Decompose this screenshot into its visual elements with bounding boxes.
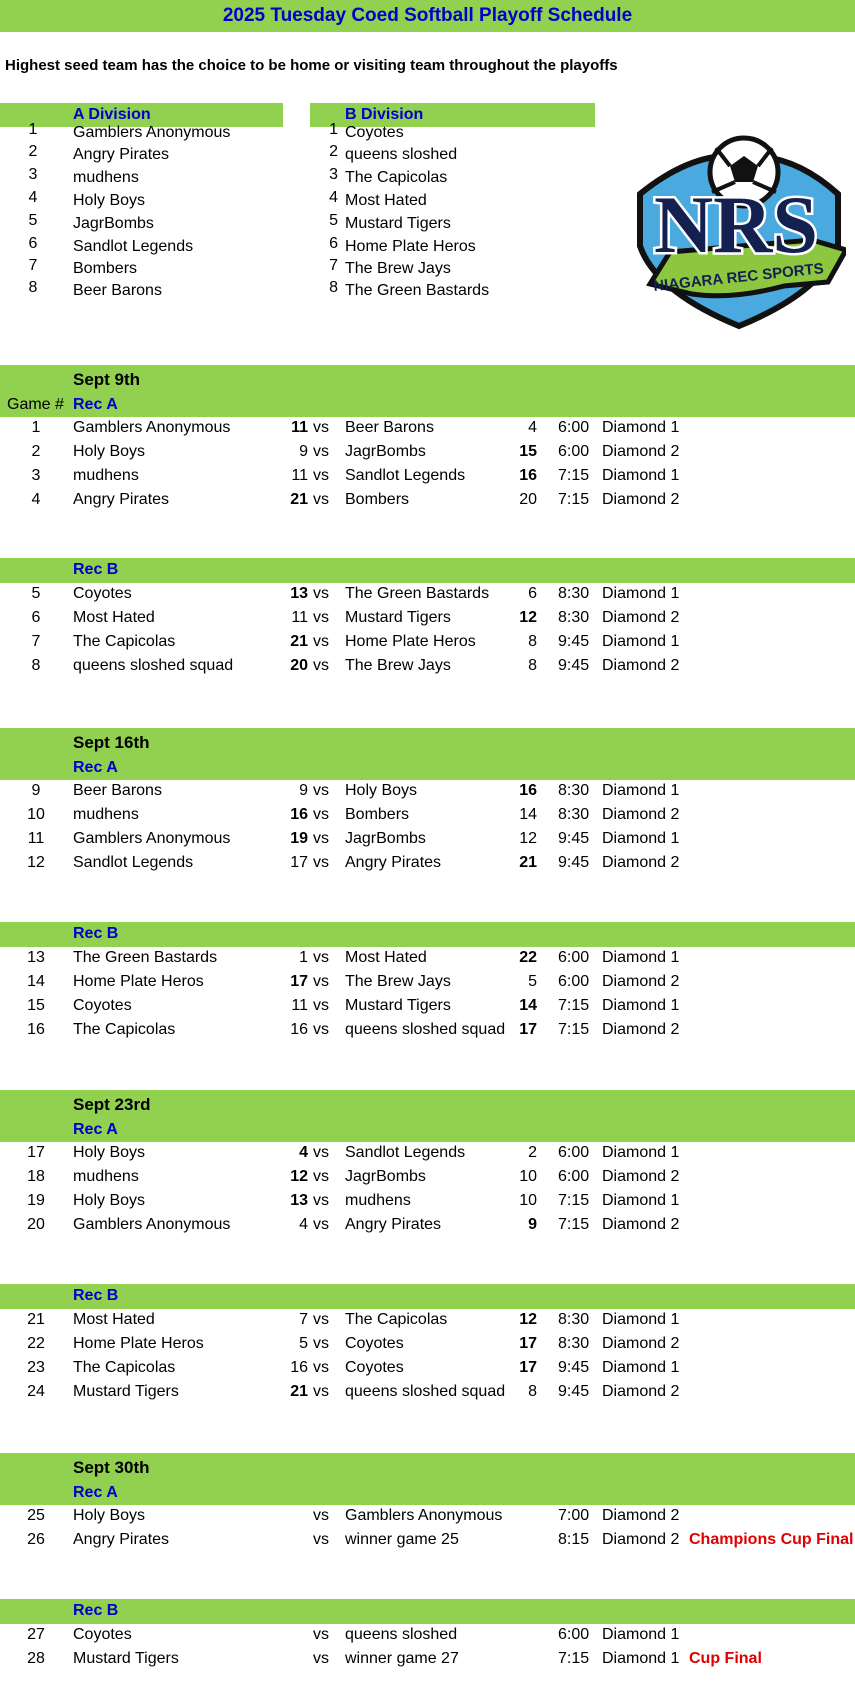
game-time: 9:45 bbox=[558, 633, 590, 650]
away-score: 21 bbox=[519, 854, 537, 871]
game-time: 7:15 bbox=[558, 1650, 590, 1667]
away-score: 2 bbox=[528, 1144, 537, 1161]
away-score: 22 bbox=[519, 949, 537, 966]
vs-label: vs bbox=[313, 806, 329, 823]
seed-number: 7 bbox=[28, 257, 38, 274]
away-team: Home Plate Heros bbox=[345, 633, 476, 650]
section-header-bar bbox=[0, 1284, 855, 1309]
vs-label: vs bbox=[313, 1168, 329, 1185]
diamond-field: Diamond 2 bbox=[602, 854, 680, 871]
seed-number: 4 bbox=[329, 189, 338, 206]
vs-label: vs bbox=[313, 657, 329, 674]
game-number: 9 bbox=[31, 782, 41, 799]
vs-label: vs bbox=[313, 1650, 329, 1667]
game-number: 27 bbox=[27, 1626, 45, 1643]
vs-label: vs bbox=[313, 997, 329, 1014]
seed-team: Holy Boys bbox=[73, 192, 146, 209]
section-label: Rec B bbox=[73, 1602, 119, 1619]
game-number: 2 bbox=[31, 443, 41, 460]
game-time: 9:45 bbox=[558, 1359, 590, 1376]
away-team: JagrBombs bbox=[345, 443, 426, 460]
diamond-field: Diamond 2 bbox=[602, 1021, 680, 1038]
week-date: Sept 16th bbox=[73, 733, 150, 752]
home-team: Holy Boys bbox=[73, 1144, 146, 1161]
home-score: 13 bbox=[290, 1192, 308, 1209]
home-team: The Capicolas bbox=[73, 1359, 176, 1376]
away-team: Coyotes bbox=[345, 1359, 404, 1376]
away-team: winner game 27 bbox=[345, 1650, 459, 1667]
section-header-bar bbox=[0, 558, 855, 583]
home-team: The Capicolas bbox=[73, 633, 176, 650]
home-score: 17 bbox=[290, 973, 308, 990]
home-team: Most Hated bbox=[73, 1311, 155, 1328]
home-score: 11 bbox=[291, 609, 308, 626]
home-team: Most Hated bbox=[73, 609, 155, 626]
seed-number: 2 bbox=[28, 143, 38, 160]
seed-number: 6 bbox=[329, 235, 338, 252]
vs-label: vs bbox=[313, 1192, 329, 1209]
diamond-field: Diamond 2 bbox=[602, 806, 680, 823]
diamond-field: Diamond 2 bbox=[602, 491, 680, 508]
diamond-field: Diamond 2 bbox=[602, 609, 680, 626]
seed-number: 1 bbox=[329, 121, 338, 138]
home-team: Mustard Tigers bbox=[73, 1383, 179, 1400]
home-score: 5 bbox=[299, 1335, 308, 1352]
home-team: queens sloshed squad bbox=[73, 657, 234, 674]
home-score: 1 bbox=[299, 949, 308, 966]
home-score: 11 bbox=[291, 419, 308, 436]
game-time: 8:15 bbox=[558, 1531, 590, 1548]
away-score: 4 bbox=[528, 419, 537, 436]
vs-label: vs bbox=[313, 609, 329, 626]
vs-label: vs bbox=[313, 854, 329, 871]
seed-number: 5 bbox=[329, 212, 338, 229]
seed-team: The Green Bastards bbox=[345, 282, 490, 299]
away-score: 15 bbox=[519, 443, 537, 460]
away-score: 10 bbox=[519, 1192, 537, 1209]
home-team: The Capicolas bbox=[73, 1021, 176, 1038]
diamond-field: Diamond 2 bbox=[602, 1168, 680, 1185]
diamond-field: Diamond 2 bbox=[602, 1531, 680, 1548]
away-score: 14 bbox=[519, 997, 537, 1014]
game-number: 14 bbox=[27, 973, 45, 990]
home-score: 20 bbox=[290, 657, 308, 674]
game-number: 8 bbox=[31, 657, 41, 674]
seed-team: queens sloshed bbox=[345, 146, 458, 163]
game-time: 9:45 bbox=[558, 657, 590, 674]
seed-number: 3 bbox=[28, 166, 38, 183]
home-score: 21 bbox=[290, 491, 308, 508]
home-team: Gamblers Anonymous bbox=[73, 419, 231, 436]
home-score: 19 bbox=[290, 830, 308, 847]
away-score: 17 bbox=[519, 1335, 537, 1352]
game-number: 1 bbox=[31, 419, 41, 436]
logo-monogram: NRS bbox=[653, 179, 819, 270]
away-score: 14 bbox=[519, 806, 537, 823]
away-team: Bombers bbox=[345, 806, 410, 823]
home-team: mudhens bbox=[73, 806, 139, 823]
game-time: 7:15 bbox=[558, 1216, 590, 1233]
seed-team: Most Hated bbox=[345, 192, 427, 209]
a-division-label: A Division bbox=[73, 106, 151, 123]
vs-label: vs bbox=[313, 419, 329, 436]
section-header-bar bbox=[0, 1599, 855, 1624]
home-team: Angry Pirates bbox=[73, 1531, 170, 1548]
away-score: 12 bbox=[519, 609, 537, 626]
final-note: Cup Final bbox=[689, 1650, 762, 1667]
vs-label: vs bbox=[313, 973, 329, 990]
home-team: Holy Boys bbox=[73, 1507, 146, 1524]
week-date: Sept 9th bbox=[73, 370, 141, 389]
home-visitor-note: Highest seed team has the choice to be home or visiting team throughout the playoffs bbox=[5, 57, 618, 74]
seed-team: Coyotes bbox=[345, 124, 404, 141]
seed-team: mudhens bbox=[73, 169, 139, 186]
vs-label: vs bbox=[313, 1507, 329, 1524]
home-team: Sandlot Legends bbox=[73, 854, 194, 871]
game-time: 8:30 bbox=[558, 806, 590, 823]
home-team: mudhens bbox=[73, 467, 139, 484]
diamond-field: Diamond 1 bbox=[602, 1626, 680, 1643]
diamond-field: Diamond 2 bbox=[602, 657, 680, 674]
seed-team: Beer Barons bbox=[73, 282, 162, 299]
vs-label: vs bbox=[313, 1311, 329, 1328]
vs-label: vs bbox=[313, 1531, 329, 1548]
game-number: 4 bbox=[31, 491, 41, 508]
home-team: Mustard Tigers bbox=[73, 1650, 179, 1667]
seed-number: 8 bbox=[329, 279, 338, 296]
game-time: 9:45 bbox=[558, 1383, 590, 1400]
game-time: 8:30 bbox=[558, 782, 590, 799]
nrs-logo bbox=[632, 134, 846, 330]
section-header-bar bbox=[0, 922, 855, 947]
game-time: 7:15 bbox=[558, 1021, 590, 1038]
section-label: Rec B bbox=[73, 1287, 119, 1304]
away-team: Holy Boys bbox=[345, 782, 418, 799]
home-team: Coyotes bbox=[73, 1626, 132, 1643]
section-label: Rec A bbox=[73, 1484, 118, 1501]
game-time: 6:00 bbox=[558, 419, 590, 436]
seed-team: Sandlot Legends bbox=[73, 238, 194, 255]
vs-label: vs bbox=[313, 1144, 329, 1161]
diamond-field: Diamond 2 bbox=[602, 1216, 680, 1233]
seed-number: 3 bbox=[329, 166, 338, 183]
away-score: 9 bbox=[528, 1216, 537, 1233]
away-score: 8 bbox=[528, 1383, 537, 1400]
away-team: Mustard Tigers bbox=[345, 997, 451, 1014]
seed-team: The Brew Jays bbox=[345, 260, 451, 277]
game-time: 8:30 bbox=[558, 609, 590, 626]
game-time: 7:15 bbox=[558, 491, 590, 508]
game-time: 8:30 bbox=[558, 1335, 590, 1352]
home-team: Gamblers Anonymous bbox=[73, 1216, 231, 1233]
game-number: 23 bbox=[27, 1359, 45, 1376]
home-team: mudhens bbox=[73, 1168, 139, 1185]
away-score: 20 bbox=[519, 491, 537, 508]
game-time: 8:30 bbox=[558, 1311, 590, 1328]
diamond-field: Diamond 1 bbox=[602, 997, 680, 1014]
section-label: Rec A bbox=[73, 759, 118, 776]
diamond-field: Diamond 1 bbox=[602, 1192, 680, 1209]
game-time: 6:00 bbox=[558, 1168, 590, 1185]
home-team: The Green Bastards bbox=[73, 949, 218, 966]
seed-team: Angry Pirates bbox=[73, 146, 170, 163]
diamond-field: Diamond 1 bbox=[602, 1359, 680, 1376]
home-team: Beer Barons bbox=[73, 782, 162, 799]
game-time: 7:15 bbox=[558, 997, 590, 1014]
away-team: The Brew Jays bbox=[345, 657, 451, 674]
away-team: Sandlot Legends bbox=[345, 1144, 466, 1161]
vs-label: vs bbox=[313, 443, 329, 460]
away-score: 17 bbox=[519, 1359, 537, 1376]
diamond-field: Diamond 1 bbox=[602, 633, 680, 650]
diamond-field: Diamond 1 bbox=[602, 1144, 680, 1161]
away-score: 5 bbox=[528, 973, 537, 990]
game-time: 6:00 bbox=[558, 443, 590, 460]
home-team: Coyotes bbox=[73, 585, 132, 602]
vs-label: vs bbox=[313, 1216, 329, 1233]
game-time: 6:00 bbox=[558, 1626, 590, 1643]
section-label: Rec B bbox=[73, 561, 119, 578]
home-score: 13 bbox=[290, 585, 308, 602]
game-number: 7 bbox=[31, 633, 41, 650]
vs-label: vs bbox=[313, 1335, 329, 1352]
home-team: Home Plate Heros bbox=[73, 1335, 204, 1352]
away-score: 16 bbox=[519, 782, 537, 799]
away-team: The Brew Jays bbox=[345, 973, 451, 990]
vs-label: vs bbox=[313, 782, 329, 799]
away-team: JagrBombs bbox=[345, 1168, 426, 1185]
away-team: queens sloshed squad bbox=[345, 1021, 506, 1038]
diamond-field: Diamond 2 bbox=[602, 1383, 680, 1400]
game-time: 6:00 bbox=[558, 1144, 590, 1161]
diamond-field: Diamond 1 bbox=[602, 949, 680, 966]
diamond-field: Diamond 1 bbox=[602, 1650, 680, 1667]
home-score: 12 bbox=[290, 1168, 308, 1185]
away-team: queens sloshed squad bbox=[345, 1383, 506, 1400]
seed-team: Gamblers Anonymous bbox=[73, 124, 231, 141]
away-score: 12 bbox=[519, 1311, 537, 1328]
week-date: Sept 30th bbox=[73, 1458, 150, 1477]
home-score: 9 bbox=[299, 443, 308, 460]
home-team: Holy Boys bbox=[73, 443, 146, 460]
away-score: 8 bbox=[528, 657, 537, 674]
game-time: 6:00 bbox=[558, 949, 590, 966]
away-score: 12 bbox=[519, 830, 537, 847]
seed-number: 8 bbox=[28, 279, 38, 296]
game-number: 5 bbox=[31, 585, 41, 602]
seed-team: Home Plate Heros bbox=[345, 238, 476, 255]
vs-label: vs bbox=[313, 830, 329, 847]
home-score: 9 bbox=[299, 782, 308, 799]
home-score: 4 bbox=[299, 1144, 308, 1161]
seed-number: 1 bbox=[28, 121, 38, 138]
game-number: 22 bbox=[27, 1335, 45, 1352]
seed-team: The Capicolas bbox=[345, 169, 448, 186]
home-score: 17 bbox=[290, 854, 308, 871]
away-score: 8 bbox=[528, 633, 537, 650]
vs-label: vs bbox=[313, 1626, 329, 1643]
game-number: 26 bbox=[27, 1531, 45, 1548]
game-number: 17 bbox=[27, 1144, 45, 1161]
game-number: 12 bbox=[27, 854, 45, 871]
away-team: Coyotes bbox=[345, 1335, 404, 1352]
game-number: 19 bbox=[27, 1192, 45, 1209]
home-score: 21 bbox=[290, 633, 308, 650]
game-number: 6 bbox=[31, 609, 41, 626]
game-number: 18 bbox=[27, 1168, 45, 1185]
game-number: 16 bbox=[27, 1021, 45, 1038]
section-label: Rec B bbox=[73, 925, 119, 942]
away-score: 10 bbox=[519, 1168, 537, 1185]
seed-team: JagrBombs bbox=[73, 215, 154, 232]
away-team: Sandlot Legends bbox=[345, 467, 466, 484]
vs-label: vs bbox=[313, 467, 329, 484]
diamond-field: Diamond 2 bbox=[602, 973, 680, 990]
game-time: 6:00 bbox=[558, 973, 590, 990]
away-team: winner game 25 bbox=[345, 1531, 459, 1548]
home-team: Holy Boys bbox=[73, 1192, 146, 1209]
vs-label: vs bbox=[313, 1359, 329, 1376]
vs-label: vs bbox=[313, 491, 329, 508]
game-time: 7:15 bbox=[558, 467, 590, 484]
game-time: 9:45 bbox=[558, 854, 590, 871]
diamond-field: Diamond 1 bbox=[602, 467, 680, 484]
away-score: 6 bbox=[528, 585, 537, 602]
b-division-label: B Division bbox=[345, 106, 424, 123]
game-number: 28 bbox=[27, 1650, 45, 1667]
away-score: 16 bbox=[519, 467, 537, 484]
seed-team: Mustard Tigers bbox=[345, 215, 451, 232]
page-title: 2025 Tuesday Coed Softball Playoff Schedule bbox=[0, 0, 855, 32]
game-number: 3 bbox=[31, 467, 41, 484]
diamond-field: Diamond 2 bbox=[602, 1335, 680, 1352]
home-team: Coyotes bbox=[73, 997, 132, 1014]
game-number: 20 bbox=[27, 1216, 45, 1233]
home-score: 7 bbox=[299, 1311, 308, 1328]
diamond-field: Diamond 1 bbox=[602, 1311, 680, 1328]
game-time: 9:45 bbox=[558, 830, 590, 847]
section-label: Rec A bbox=[73, 1121, 118, 1138]
away-team: Angry Pirates bbox=[345, 1216, 442, 1233]
home-score: 11 bbox=[291, 467, 308, 484]
game-number: 10 bbox=[27, 806, 45, 823]
final-note: Champions Cup Final bbox=[689, 1531, 854, 1548]
home-score: 16 bbox=[290, 1359, 308, 1376]
away-team: The Capicolas bbox=[345, 1311, 448, 1328]
away-team: Bombers bbox=[345, 491, 410, 508]
away-team: Mustard Tigers bbox=[345, 609, 451, 626]
vs-label: vs bbox=[313, 1383, 329, 1400]
game-time: 7:00 bbox=[558, 1507, 590, 1524]
diamond-field: Diamond 1 bbox=[602, 585, 680, 602]
seed-number: 7 bbox=[329, 257, 338, 274]
away-team: Gamblers Anonymous bbox=[345, 1507, 503, 1524]
vs-label: vs bbox=[313, 633, 329, 650]
home-team: Gamblers Anonymous bbox=[73, 830, 231, 847]
game-number: 21 bbox=[27, 1311, 45, 1328]
home-score: 11 bbox=[291, 997, 308, 1014]
game-time: 8:30 bbox=[558, 585, 590, 602]
home-score: 16 bbox=[290, 806, 308, 823]
home-team: Angry Pirates bbox=[73, 491, 170, 508]
section-label: Rec A bbox=[73, 396, 118, 413]
diamond-field: Diamond 1 bbox=[602, 830, 680, 847]
week-date: Sept 23rd bbox=[73, 1095, 151, 1114]
game-number: 13 bbox=[27, 949, 45, 966]
away-team: The Green Bastards bbox=[345, 585, 490, 602]
away-team: Most Hated bbox=[345, 949, 427, 966]
seed-number: 6 bbox=[28, 235, 38, 252]
diamond-field: Diamond 1 bbox=[602, 419, 680, 436]
diamond-field: Diamond 2 bbox=[602, 443, 680, 460]
vs-label: vs bbox=[313, 949, 329, 966]
seed-number: 2 bbox=[329, 143, 338, 160]
away-team: Beer Barons bbox=[345, 419, 434, 436]
vs-label: vs bbox=[313, 1021, 329, 1038]
away-team: Angry Pirates bbox=[345, 854, 442, 871]
away-team: queens sloshed bbox=[345, 1626, 458, 1643]
away-team: mudhens bbox=[345, 1192, 411, 1209]
game-number: 25 bbox=[27, 1507, 45, 1524]
logo-banner-text: NIAGARA REC SPORTS bbox=[652, 260, 825, 295]
game-time: 7:15 bbox=[558, 1192, 590, 1209]
home-score: 16 bbox=[290, 1021, 308, 1038]
game-number: 24 bbox=[27, 1383, 45, 1400]
home-score: 4 bbox=[299, 1216, 308, 1233]
home-team: Home Plate Heros bbox=[73, 973, 204, 990]
vs-label: vs bbox=[313, 585, 329, 602]
away-team: JagrBombs bbox=[345, 830, 426, 847]
game-number: 15 bbox=[27, 997, 45, 1014]
seed-number: 5 bbox=[28, 212, 38, 229]
away-score: 17 bbox=[519, 1021, 537, 1038]
game-number: 11 bbox=[27, 830, 45, 847]
seed-number: 4 bbox=[28, 189, 38, 206]
seed-team: Bombers bbox=[73, 260, 138, 277]
diamond-field: Diamond 2 bbox=[602, 1507, 680, 1524]
home-score: 21 bbox=[290, 1383, 308, 1400]
game-number-header: Game # bbox=[7, 396, 64, 413]
diamond-field: Diamond 1 bbox=[602, 782, 680, 799]
